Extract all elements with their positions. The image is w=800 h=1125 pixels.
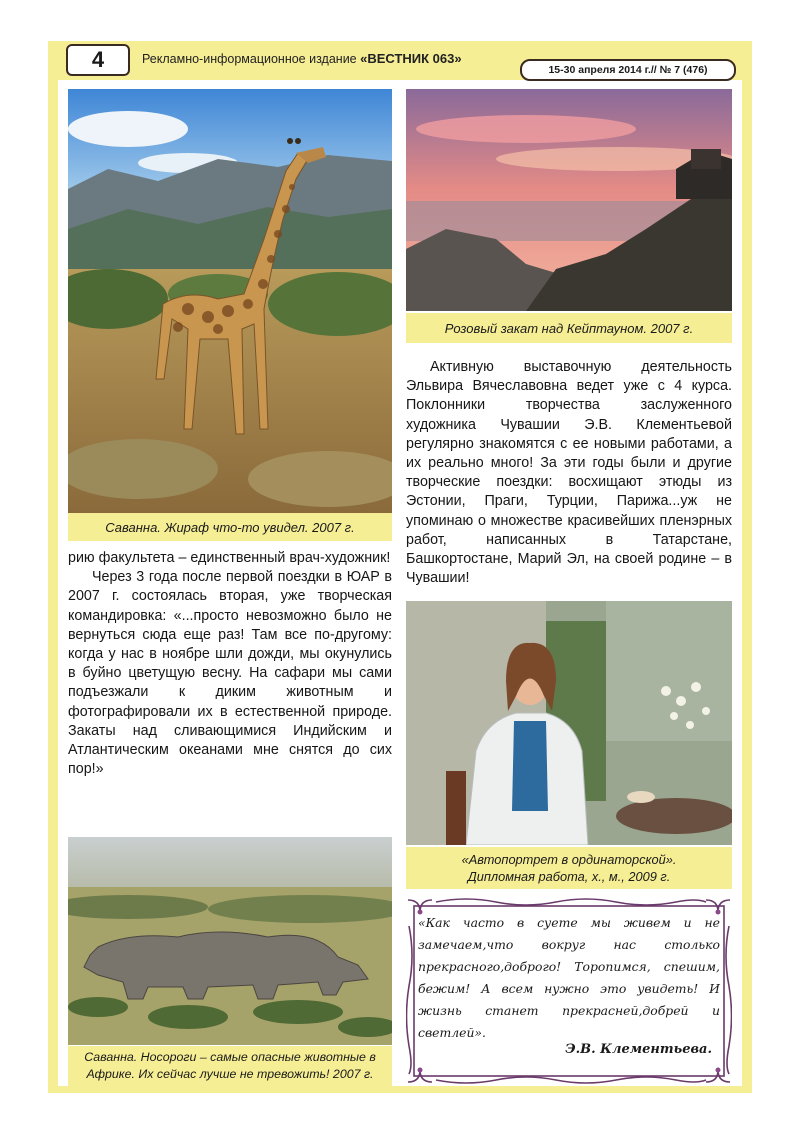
publication-line: [142, 51, 462, 66]
issue-info: 15-30 апреля 2014 г.// № 7 (476): [520, 59, 736, 81]
publication-prefix: Рекламно-информационное издание: [142, 52, 361, 66]
giraffe-photo: [68, 89, 392, 513]
right-paragraph-1: Активную выставочную деятельность Эльвира Вячеславовна ведет уже с 4 курса. Поклонники творчества заслуженного художника Чувашии Э.В. Клементьевой регулярно знакомятся с ее новыми работами, а их реально много! За эти годы были и другие творческие поездки: восхищают этюды из Эстонии, Праги, Турции, Парижа...уж не упоминаю о множестве красивейших пленэрных работ, написанных в Татарстане, Башкортостане, Марий Эл, на своей родине – в Чувашии!: [406, 359, 732, 587]
publication-name: «ВЕСТНИК 063»: [360, 51, 462, 66]
quote-author: Э.В. Клементьева.: [565, 1042, 712, 1057]
giraffe-image: [68, 89, 392, 513]
sunset-image: [406, 89, 732, 311]
right-column-text: [406, 358, 732, 588]
sunset-caption: Розовый закат над Кейптауном. 2007 г.: [406, 313, 732, 343]
left-paragraph-2: Через 3 года после первой поездки в ЮАР в 2007 г. состоялась вторая, уже творческая командировка: «...просто невозможно было не вернуться сюда еще раз! Там все по-другому: когда у нас в ноябре шли дожди, мы окунулись в буйно цветущую весну. На сафари мы сами подъезжали к диким животным и фотографировали их в естественной природе. Закаты над сливающимися Индийским и Атлантическим океанами мне снятся до сих пор!»: [68, 569, 392, 778]
giraffe-caption: Саванна. Жираф что-то увидел. 2007 г.: [68, 513, 392, 541]
rhino-caption-line-2: Африке. Их сейчас лучше не тревожить! 2007 г.: [86, 1067, 374, 1081]
quote-text: «Как часто в суете мы живем и не замечаем,что вокруг нас столько прекрасного,доброго! Торопимся, спешим, бежим! А всем нужно это увидеть! И жизнь станет прекрасней,добрей и светлей».: [418, 915, 720, 1040]
rhino-caption: [68, 1046, 392, 1086]
rhino-photo: [68, 837, 392, 1045]
page-number: 4: [66, 44, 130, 76]
portrait-painting: [406, 601, 732, 845]
left-column-text: [68, 549, 392, 779]
rhino-caption-line-1: Саванна. Носороги – самые опасные животные в: [84, 1050, 376, 1064]
rhino-image: [68, 837, 392, 1045]
sunset-photo: [406, 89, 732, 311]
portrait-caption-line-1: «Автопортрет в ординаторской».: [461, 852, 677, 867]
portrait-caption: [406, 847, 732, 889]
portrait-image: [406, 601, 732, 845]
left-paragraph-1: рию факультета – единственный врач-художник!: [68, 550, 391, 566]
portrait-caption-line-2: Дипломная работа, х., м., 2009 г.: [467, 869, 671, 884]
